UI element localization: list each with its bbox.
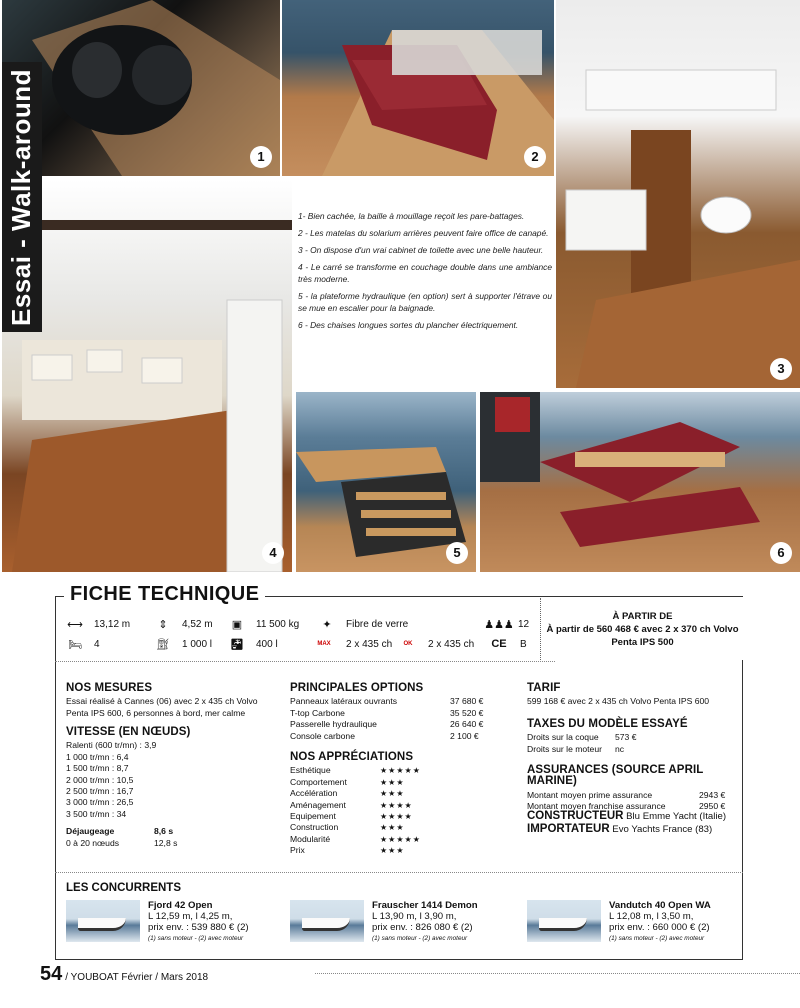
- vitesse-row: 2 000 tr/mn : 10,5: [66, 774, 134, 785]
- rating-stars: ★★★: [380, 777, 405, 787]
- taxes-coque-row: Droits sur la coque 573 €: [527, 732, 637, 743]
- photo-number: 3: [770, 358, 792, 380]
- appreciations-section: [290, 752, 510, 857]
- fiche-title: FICHE TECHNIQUE: [64, 583, 265, 606]
- fiche-header-rule: [55, 661, 555, 662]
- photo-number: 1: [250, 146, 272, 168]
- appreciation-label: Equipement: [290, 811, 336, 822]
- appreciation-row: [290, 800, 510, 811]
- engine-max-icon: MAX: [317, 641, 331, 647]
- rating-stars: ★★★: [380, 846, 405, 856]
- section-banner: [2, 62, 42, 332]
- vitesse-row: 3 000 tr/mn : 26,5: [66, 797, 134, 808]
- caption: 3 - On dispose d'un vrai cabinet de toilette avec une belle hauteur.: [298, 245, 544, 255]
- spec-material: ✦ Fibre de verre: [318, 617, 408, 631]
- price-divider: [540, 598, 541, 660]
- spec-fuel: ⛽︎ 1 000 l: [154, 637, 212, 651]
- page-footer: [40, 963, 208, 986]
- tarif-section: [527, 683, 737, 708]
- vitesse-row: Ralenti (600 tr/mn) : 3,9: [66, 740, 157, 751]
- caption: 1- Bien cachée, la baille à mouillage reçoit les pare-battages.: [298, 211, 525, 221]
- vitesse-row: 1 500 tr/mn : 8,7: [66, 763, 129, 774]
- photo-saloon: [2, 180, 292, 572]
- starting-price-title: À PARTIR DE: [612, 611, 673, 622]
- beam-arrow-icon: ⇕: [158, 618, 168, 631]
- section-banner-label: Essai - Walk-around: [6, 68, 37, 326]
- appreciation-label: Construction: [290, 822, 339, 833]
- taxes-moteur-row: Droits sur le moteur nc: [527, 743, 625, 754]
- spec-length: ⟷ 13,12 m: [67, 618, 131, 631]
- photo-4-illustration: [2, 180, 292, 572]
- rating-stars: ★★★: [380, 823, 405, 833]
- caption: 2 - Les matelas du solarium arrières peuvent faire office de canapé.: [298, 228, 549, 238]
- concurrents-divider: [55, 872, 743, 873]
- option-row: Panneaux latéraux ouvrants 37 680 €: [290, 696, 484, 707]
- competitor-name: Vandutch 40 Open WA: [609, 900, 711, 911]
- competitor-price: prix env. : 660 000 € (2): [609, 922, 710, 933]
- footer-rule: [315, 973, 800, 974]
- photo-6-illustration: [480, 392, 800, 572]
- competitor-card: [290, 900, 478, 944]
- constructeur-row: CONSTRUCTEUR Blu Emme Yacht (Italie): [527, 810, 727, 822]
- page-number: 54: [40, 963, 63, 985]
- photo-bathroom: [556, 0, 800, 388]
- spec-engine-max: MAX 2 x 435 ch: [312, 637, 392, 651]
- photo-1-illustration: [2, 0, 280, 176]
- appreciation-label: Aménagement: [290, 799, 346, 810]
- competitor-photo: [66, 900, 140, 942]
- competitor-note: (1) sans moteur - (2) avec moteur: [609, 935, 705, 942]
- starting-price: [545, 610, 740, 649]
- appreciation-row: [290, 765, 510, 776]
- spec-water: 🚰︎ 400 l: [228, 637, 278, 651]
- spec-berths: 🛏︎ 4: [66, 637, 100, 651]
- appreciation-row: [290, 822, 510, 833]
- zero-to-twenty-row: 0 à 20 nœuds 12,8 s: [66, 837, 178, 848]
- vitesse-row: 1 000 tr/mn : 6,4: [66, 751, 129, 762]
- appreciation-row: [290, 845, 510, 856]
- vitesse-section: [66, 727, 281, 849]
- builder-section: [527, 810, 742, 836]
- spec-persons: ♟♟♟ 12: [484, 618, 530, 631]
- taxes-title: TAXES DU MODÈLE ESSAYÉ: [527, 718, 688, 730]
- mesures-title: NOS MESURES: [66, 682, 153, 694]
- option-row: Passerelle hydraulique 26 640 €: [290, 719, 484, 730]
- rating-stars: ★★★★★: [380, 766, 421, 776]
- photo-number: 5: [446, 542, 468, 564]
- fuel-pump-icon: ⛽︎: [156, 638, 170, 651]
- ce-mark-icon: CE: [491, 638, 507, 650]
- concurrents-title: LES CONCURRENTS: [66, 882, 182, 894]
- photo-number: 2: [524, 146, 546, 168]
- competitor-card: [66, 900, 249, 944]
- taxes-section: [527, 719, 737, 755]
- importateur-row: IMPORTATEUR Evo Yachts France (83): [527, 823, 713, 835]
- length-arrow-icon: ⟷: [67, 618, 83, 631]
- caption: 5 - la plateforme hydraulique (en option) sert à supporter l'étrave ou se mue en escalier pour la baignade.: [298, 291, 552, 313]
- appreciations-rows: [290, 765, 510, 856]
- assurances-title: ASSURANCES (SOURCE APRIL MARINE): [527, 764, 704, 788]
- appreciation-label: Modularité: [290, 833, 331, 844]
- appreciation-row: [290, 811, 510, 822]
- appreciation-label: Esthétique: [290, 765, 331, 776]
- photo-3-illustration: [556, 0, 800, 388]
- appreciation-row: [290, 834, 510, 845]
- competitor-price: prix env. : 826 080 € (2): [372, 922, 473, 933]
- magazine-issue: / YOUBOAT Février / Mars 2018: [65, 972, 209, 983]
- appreciation-label: Accélération: [290, 788, 338, 799]
- competitor-price: prix env. : 539 880 € (2): [148, 922, 249, 933]
- competitor-name: Frauscher 1414 Demon: [372, 900, 478, 911]
- mesures-text: Essai réalisé à Cannes (06) avec 2 x 435 ch Volvo Penta IPS 600, 6 personnes à bord, mer calme: [66, 696, 258, 718]
- photo-2-illustration: [282, 0, 554, 176]
- competitor-name: Fjord 42 Open: [148, 900, 213, 911]
- options-title: PRINCIPALES OPTIONS: [290, 682, 424, 694]
- competitor-note: (1) sans moteur - (2) avec moteur: [372, 935, 468, 942]
- option-row: T-top Carbone 35 520 €: [290, 707, 484, 718]
- photo-sun-loungers: [480, 392, 800, 572]
- vitesse-row: 2 500 tr/mn : 16,7: [66, 786, 134, 797]
- competitor-photo: [290, 900, 364, 942]
- photo-anchor-locker: [2, 0, 280, 176]
- spec-engine-min: OK 2 x 435 ch: [398, 637, 474, 651]
- appreciations-title: NOS APPRÉCIATIONS: [290, 751, 414, 763]
- dejaugeage-row: Déjaugeage 8,6 s: [66, 826, 174, 837]
- rating-stars: ★★★★: [380, 812, 413, 822]
- persons-icon: ♟♟♟: [484, 618, 514, 631]
- appreciation-row: [290, 777, 510, 788]
- rating-stars: ★★★: [380, 789, 405, 799]
- competitor-photo: [527, 900, 601, 942]
- photo-number: 6: [770, 542, 792, 564]
- prime-row: Montant moyen prime assurance 2943 €: [527, 789, 726, 800]
- appreciation-label: Prix: [290, 845, 305, 856]
- material-icon: ✦: [322, 618, 332, 631]
- photo-number: 4: [262, 542, 284, 564]
- vitesse-row: 3 500 tr/mn : 34: [66, 808, 127, 819]
- option-row: Console carbone 2 100 €: [290, 730, 479, 741]
- spec-beam: ⇕ 4,52 m: [154, 617, 213, 631]
- photo-hydraulic-platform: [296, 392, 476, 572]
- water-tap-icon: 🚰︎: [230, 638, 244, 651]
- photo-captions: [298, 210, 552, 336]
- weight-icon: ▣: [231, 618, 243, 631]
- caption: 4 - Le carré se transforme en couchage double dans une ambiance très moderne.: [298, 262, 552, 284]
- competitor-dims: L 12,08 m, l 3,50 m,: [609, 911, 694, 922]
- engine-min-icon: OK: [403, 641, 413, 647]
- assurances-section: [527, 765, 737, 813]
- mesures-section: [66, 683, 281, 719]
- competitor-note: (1) sans moteur - (2) avec moteur: [148, 935, 244, 942]
- caption: 6 - Des chaises longues sortes du plancher électriquement.: [298, 320, 519, 330]
- tarif-title: TARIF: [527, 682, 561, 694]
- photo-solarium: [282, 0, 554, 176]
- rating-stars: ★★★★: [380, 800, 413, 810]
- bed-icon: 🛏︎: [68, 638, 82, 651]
- vitesse-title: VITESSE (EN NŒUDS): [66, 726, 191, 738]
- spec-weight: ▣ 11 500 kg: [228, 617, 299, 631]
- competitor-dims: L 12,59 m, l 4,25 m,: [148, 911, 233, 922]
- appreciation-row: [290, 788, 510, 799]
- options-section: [290, 683, 510, 742]
- appreciation-label: Comportement: [290, 776, 347, 787]
- competitor-dims: L 13,90 m, l 3,90 m,: [372, 911, 457, 922]
- rating-stars: ★★★★★: [380, 834, 421, 844]
- spec-ce-category: CE B: [488, 637, 527, 651]
- tarif-text: 599 168 € avec 2 x 435 ch Volvo Penta IPS 600: [527, 696, 710, 707]
- competitor-card: [527, 900, 711, 944]
- starting-price-text: À partir de 560 468 € avec 2 x 370 ch Volvo Penta IPS 500: [546, 624, 739, 648]
- franchise-row: Montant moyen franchise assurance 2950 €: [527, 801, 726, 812]
